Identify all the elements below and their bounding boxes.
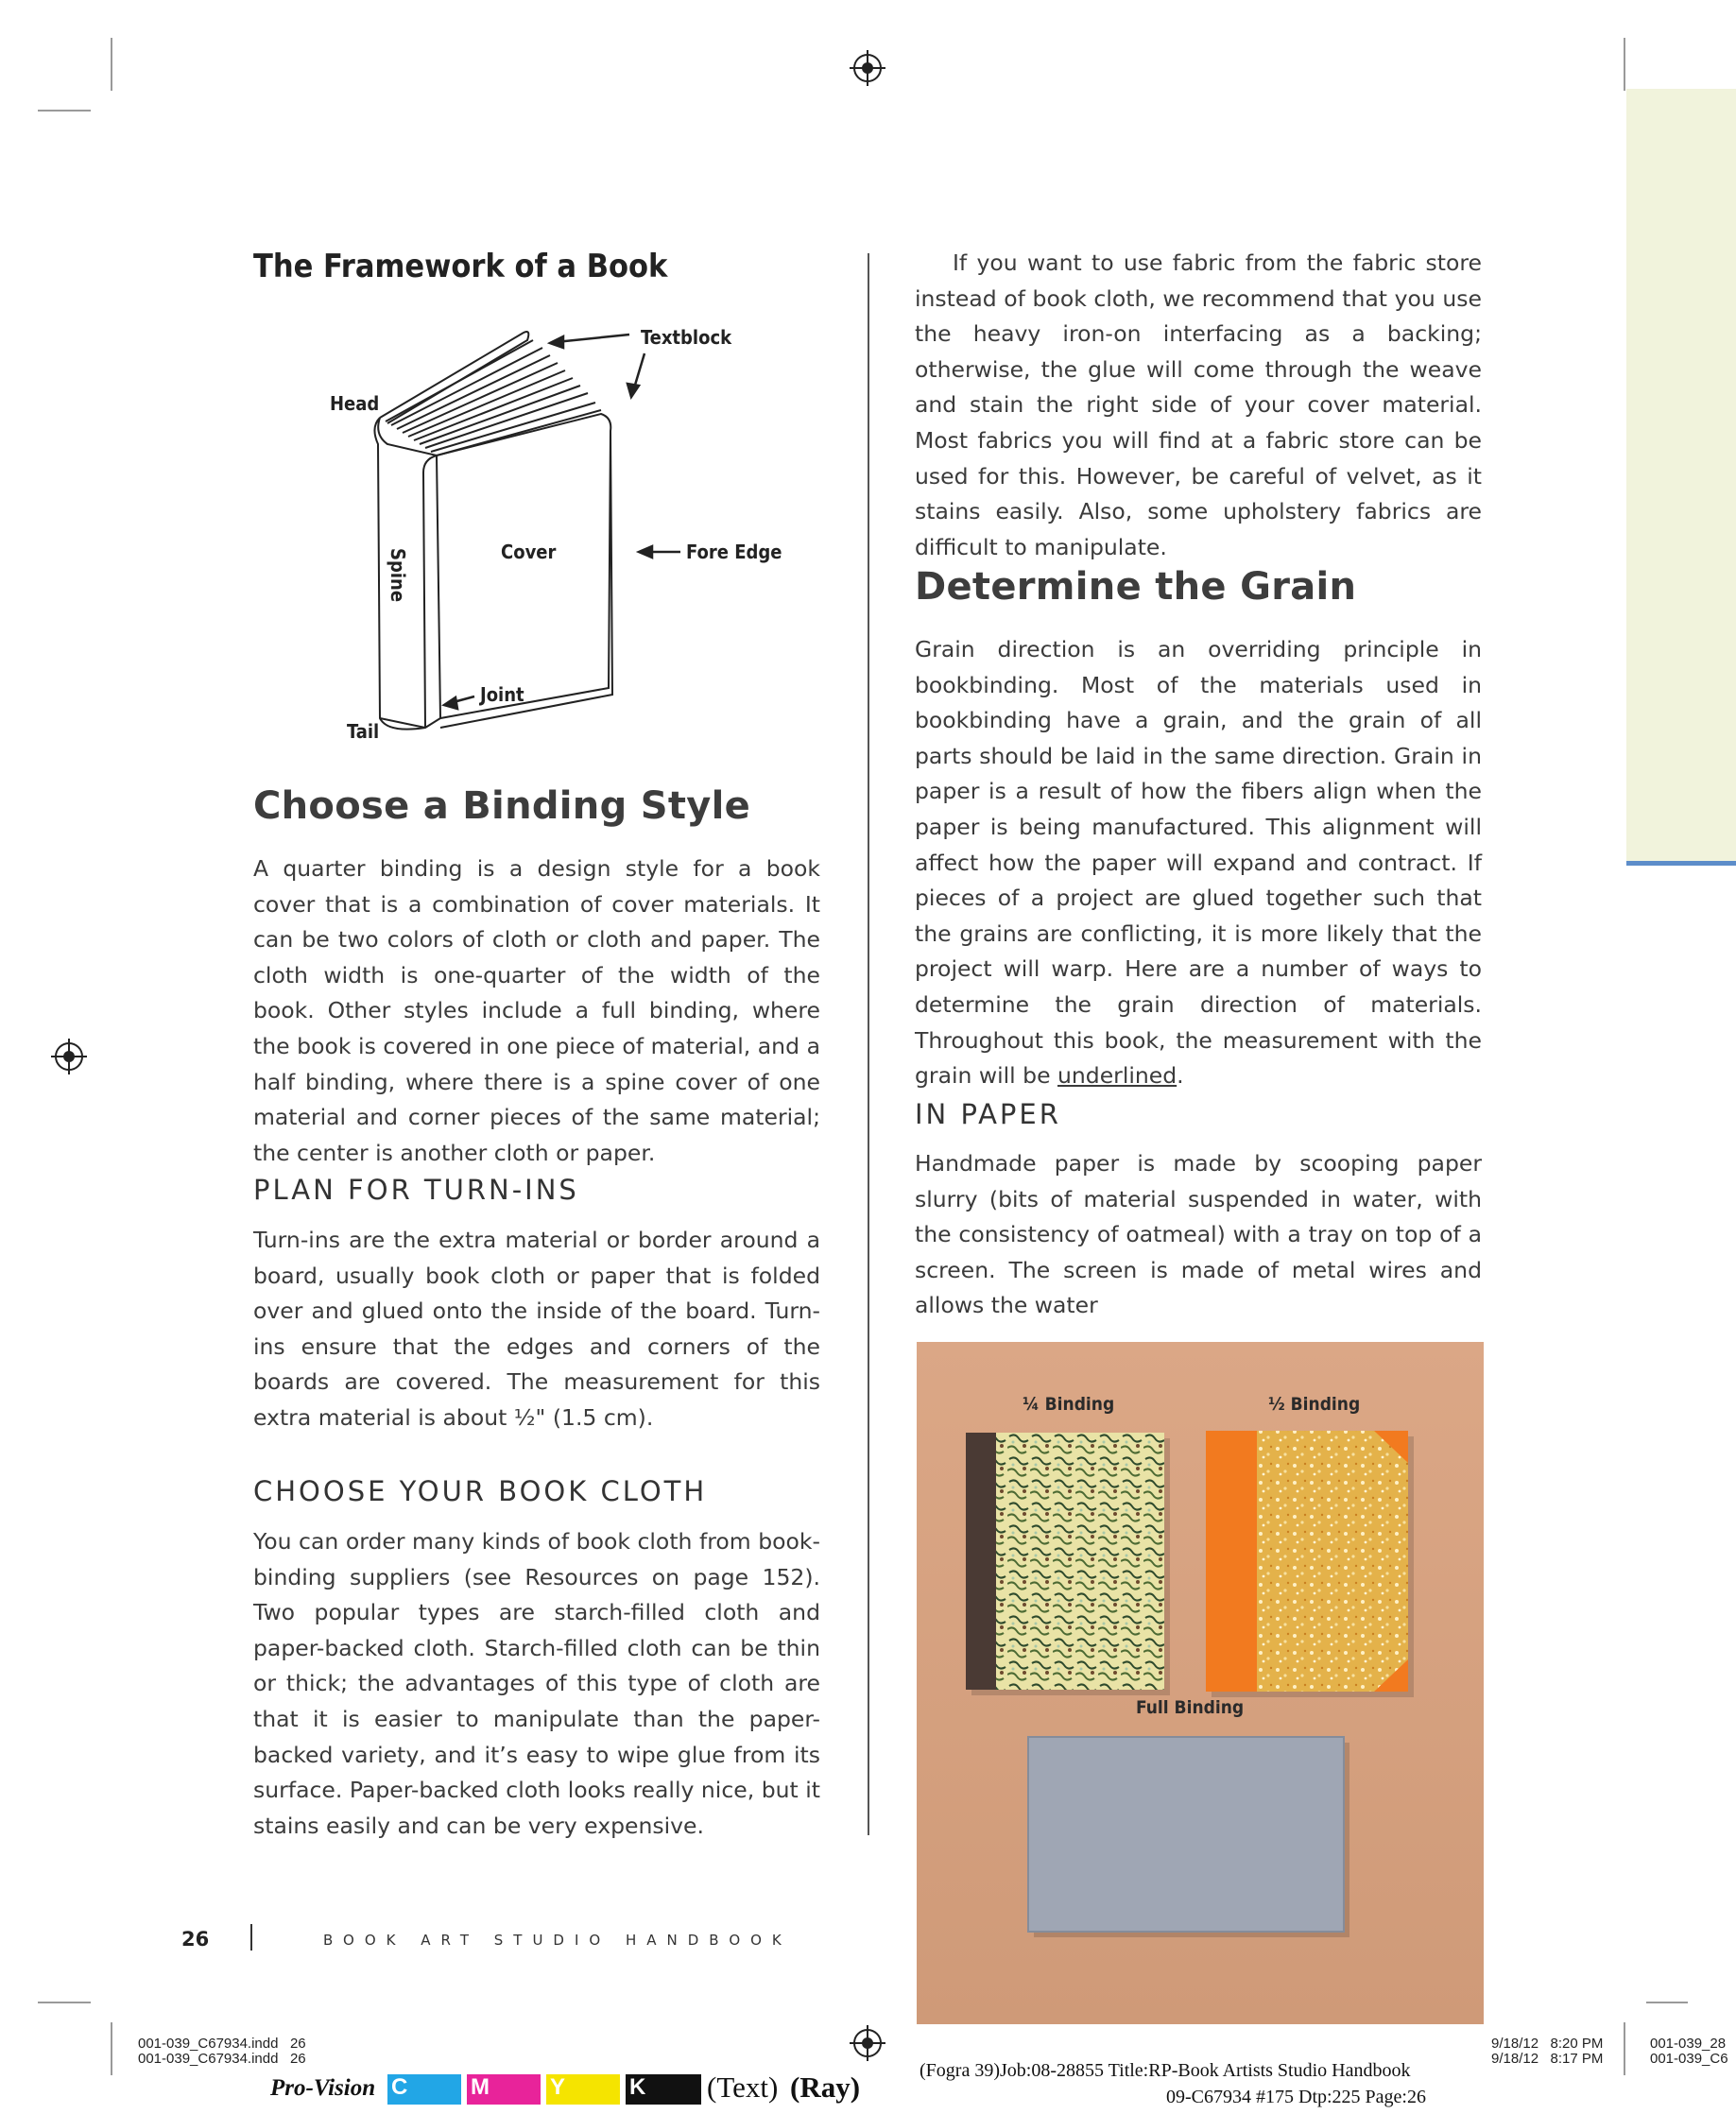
full-binding-book [1028, 1737, 1349, 1937]
page-number: 26 [181, 1928, 210, 1951]
footer-book-title: BOOK ART STUDIO HANDBOOK [323, 1932, 792, 1949]
black-plate-label: K [629, 2074, 646, 2100]
turn-ins-heading: PLAN FOR TURN-INS [253, 1174, 579, 1206]
fabric-paragraph [915, 246, 1482, 565]
grain-paragraph-end: . [1177, 1062, 1184, 1090]
grain-heading: Determine the Grain [915, 565, 1357, 609]
yellow-plate-label: Y [550, 2074, 566, 2100]
bindings-photo [917, 1342, 1484, 2024]
underlined-term: underlined [1057, 1062, 1177, 1090]
fabric-paragraph-text: If you want to use fabric from the fabric store instead of book cloth, we recommend that you use the heavy iron-on interfacing as a backing; otherwise, the glue will come through the weave and stain the right side of your cover material. Most fabrics you will find at a fabric store can be used for this. However, be careful of velvet, as it stains easily. Also, some upholstery fabrics are difficult to manipulate. [915, 249, 1482, 560]
provision-logo: Pro-Vision [270, 2075, 376, 2101]
quarter-binding-label: ¼ Binding [1023, 1394, 1115, 1415]
crop-mark [111, 38, 112, 91]
cyan-plate-swatch [387, 2074, 461, 2105]
label-fore-edge: Fore Edge [686, 541, 782, 563]
magenta-plate-swatch [467, 2074, 541, 2105]
slug-text-label: (Text) [707, 2071, 779, 2104]
turn-ins-paragraph: Turn-ins are the extra material or border around a board, usually book cloth or paper that is folded over and glued onto the inside of the board. Turn-ins ensure that the edges and corners of the boards are covered. The measurement for this extra material is about ½" (1.5 cm). [253, 1227, 820, 1431]
half-binding-book [1206, 1431, 1414, 1697]
grain-paragraph-text: Grain direction is an overriding principle in bookbinding. Most of the materials used in bookbinding have a grain, and the grain of all parts should be laid in the same direction. Grain in paper is a result of how the fibers align when the paper is being manufactured. This alignment will affect how the paper will expand and contract. If pieces of a project are glued together such that the grains are conflicting, it is more likely that the project will warp. Here are a number of ways to determine the grain direction of materials. Throughout this book, the measurement with the grain will be [915, 636, 1482, 1090]
slug-date-info: 9/18/12 8:20 PM 9/18/12 8:17 PM [1491, 2036, 1604, 2067]
registration-mark-icon [853, 2029, 882, 2057]
label-cover: Cover [501, 541, 557, 563]
quarter-binding-book [966, 1433, 1170, 1695]
label-tail: Tail [347, 720, 380, 743]
registration-mark-icon [55, 1042, 83, 1071]
chapter-side-tab-rule [1626, 861, 1736, 866]
black-plate-swatch [626, 2074, 701, 2105]
binding-style-paragraph: A quarter binding is a design style for a book cover that is a combination of cover materials. It can be two colors of cloth or cloth and paper. The cloth width is one-quarter of the width of the book. Other styles include a full binding, where the book is covered in one piece of material, and a half binding, where there is a spine cover of one material and corner pieces of the same material; the center is another cloth or paper. [253, 855, 820, 1166]
crop-mark [38, 2002, 91, 2003]
in-paper-paragraph: Handmade paper is made by scooping paper slurry (bits of material suspended in water, with the consistency of oatmeal) with a tray on top of a screen. The screen is made of metal wires and allows the water [915, 1150, 1482, 1319]
label-joint: Joint [480, 683, 524, 706]
book-anatomy-diagram [312, 312, 803, 756]
slug-job-line-1: (Fogra 39)Job:08-28855 Title:RP-Book Artists Studio Handbook [920, 2060, 1411, 2081]
column-divider [868, 253, 869, 1835]
slug-file-info: 001-039_C67934.indd 26 001-039_C67934.indd 26 [138, 2036, 306, 2067]
slug-ray-label: (Ray) [790, 2071, 861, 2104]
yellow-plate-swatch [546, 2074, 620, 2105]
crop-mark [1646, 2002, 1688, 2003]
crop-mark [38, 110, 91, 112]
book-cloth-paragraph: You can order many kinds of book cloth from bookbinding suppliers (see Resources on page 152). Two popular types are starch-filled cloth and paper-backed cloth. Starch-filled cloth can be thin or thick; the advantages of this type of cloth are that it is easier to manipulate than the paper-backed variety, and it’s easy to wipe glue from its surface. Paper-backed cloth looks really nice, but it stains easily and can be very expensive. [253, 1528, 820, 1839]
cyan-plate-label: C [391, 2074, 408, 2100]
half-binding-label: ½ Binding [1268, 1394, 1361, 1415]
slug-right-edge: 001-039_28 001-039_C6 [1650, 2036, 1728, 2067]
crop-mark [1624, 2022, 1625, 2075]
registration-mark-icon [853, 54, 882, 82]
in-paper-heading: IN PAPER [915, 1098, 1061, 1130]
book-cloth-heading: CHOOSE YOUR BOOK CLOTH [253, 1475, 708, 1507]
label-head: Head [330, 392, 380, 415]
label-textblock: Textblock [641, 326, 732, 349]
framework-heading: The Framework of a Book [253, 248, 668, 285]
footer-separator [250, 1924, 252, 1951]
grain-paragraph [915, 632, 1482, 1094]
slug-job-line-2: 09-C67934 #175 Dtp:225 Page:26 [1166, 2087, 1426, 2107]
chapter-side-tab [1626, 89, 1736, 864]
magenta-plate-label: M [471, 2074, 490, 2100]
crop-mark [111, 2022, 112, 2075]
binding-style-heading: Choose a Binding Style [253, 784, 751, 828]
label-spine: Spine [387, 548, 409, 603]
crop-mark [1624, 38, 1625, 91]
full-binding-label: Full Binding [1136, 1697, 1245, 1718]
